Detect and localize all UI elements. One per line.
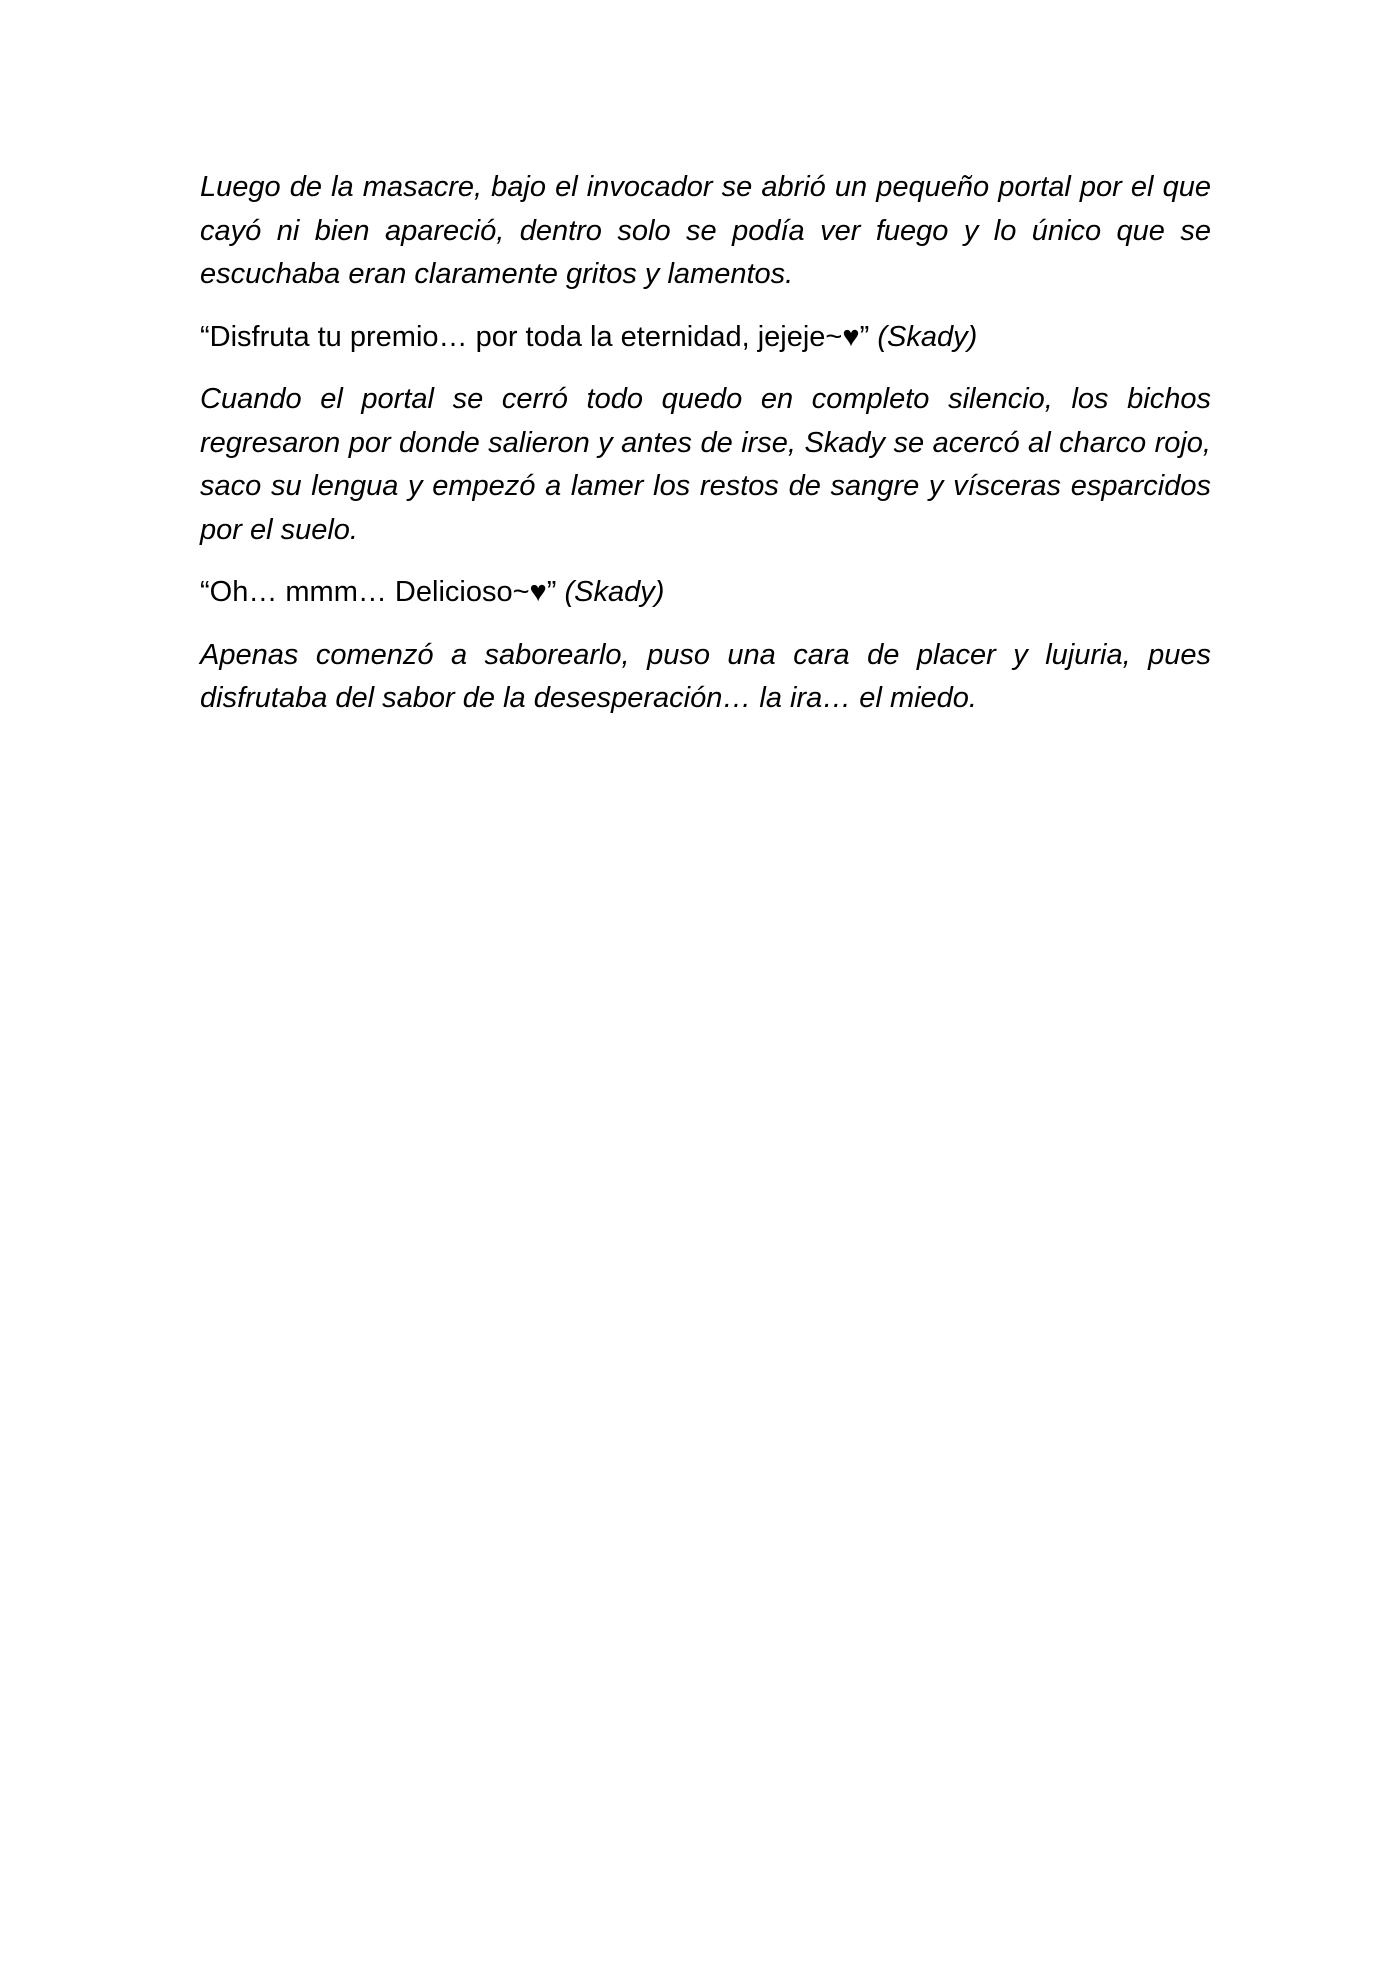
speaker-tag: (Skady)	[564, 576, 665, 608]
dialogue-line-1	[200, 316, 1211, 360]
narration-paragraph-3	[200, 634, 1211, 721]
dialogue-text: “Disfruta tu premio… por toda la eternidad, jejeje~♥”	[200, 320, 870, 353]
narration-text: Cuando el portal se cerró todo quedo en completo silencio, los bichos regresaron por donde salieron y antes de irse, Skady se acercó al charco rojo, saco su lengua y empezó a lamer los restos de sangre y vísceras esparcidos por el suelo.	[200, 383, 1211, 546]
dialogue-line-2	[200, 571, 1211, 615]
narration-paragraph-2	[200, 378, 1211, 552]
dialogue-text: “Oh… mmm… Delicioso~♥”	[200, 576, 557, 608]
narration-text: Luego de la masacre, bajo el invocador se abrió un pequeño portal por el que cayó ni bien apareció, dentro solo se podía ver fuego y lo único que se escuchaba eran claramente gritos y lamentos.	[200, 171, 1211, 290]
story-text	[200, 166, 1211, 740]
speaker-tag: (Skady)	[877, 320, 978, 353]
narration-text: Apenas comenzó a saborearlo, puso una cara de placer y lujuria, pues disfrutaba del sabor de la desesperación… la ira… el miedo.	[200, 638, 1211, 714]
narration-paragraph-1	[200, 166, 1211, 297]
